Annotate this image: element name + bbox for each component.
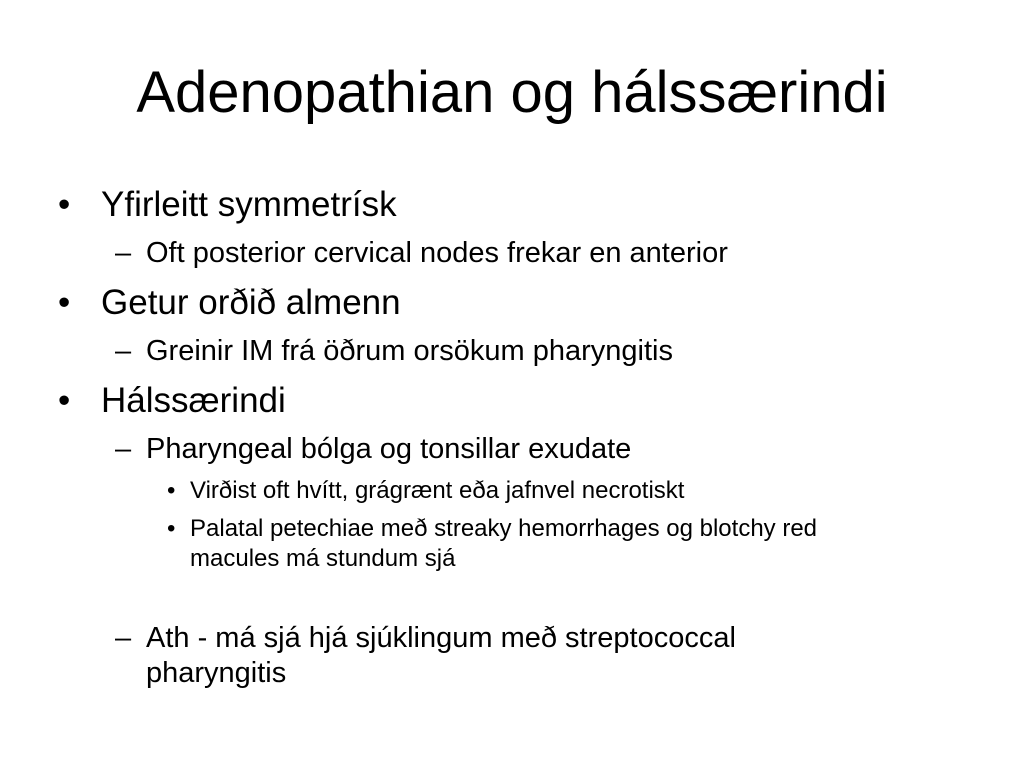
sub-item: Greinir IM frá öðrum orsökum pharyngitis xyxy=(146,335,673,367)
sub-item-line: Ath - má sjá hjá sjúklingum með streptococcal xyxy=(146,622,736,654)
bullet-item: Getur orðið almenn xyxy=(101,283,401,322)
sub-item: Oft posterior cervical nodes frekar en anterior xyxy=(146,237,728,269)
bullet-marker: • xyxy=(58,185,71,224)
bullet-marker: • xyxy=(58,283,71,322)
sub-sub-item: Virðist oft hvítt, grágrænt eða jafnvel necrotiskt xyxy=(190,477,685,504)
slide-title: Adenopathian og hálssærindi xyxy=(136,60,888,125)
sub-item: Pharyngeal bólga og tonsillar exudate xyxy=(146,433,632,465)
sub-sub-item-line: macules má stundum sjá xyxy=(190,545,456,572)
dash-marker: – xyxy=(115,622,132,654)
sub-sub-item-line: Palatal petechiae með streaky hemorrhages og blotchy red xyxy=(190,515,818,542)
bullet-marker: • xyxy=(167,477,176,504)
bullet-item: Yfirleitt symmetrísk xyxy=(101,185,397,224)
bullet-marker: • xyxy=(167,515,176,542)
bullet-item: Hálssærindi xyxy=(101,381,286,420)
dash-marker: – xyxy=(115,237,132,269)
dash-marker: – xyxy=(115,335,132,367)
bullet-marker: • xyxy=(58,381,71,420)
sub-item-line: pharyngitis xyxy=(146,657,287,689)
dash-marker: – xyxy=(115,433,132,465)
